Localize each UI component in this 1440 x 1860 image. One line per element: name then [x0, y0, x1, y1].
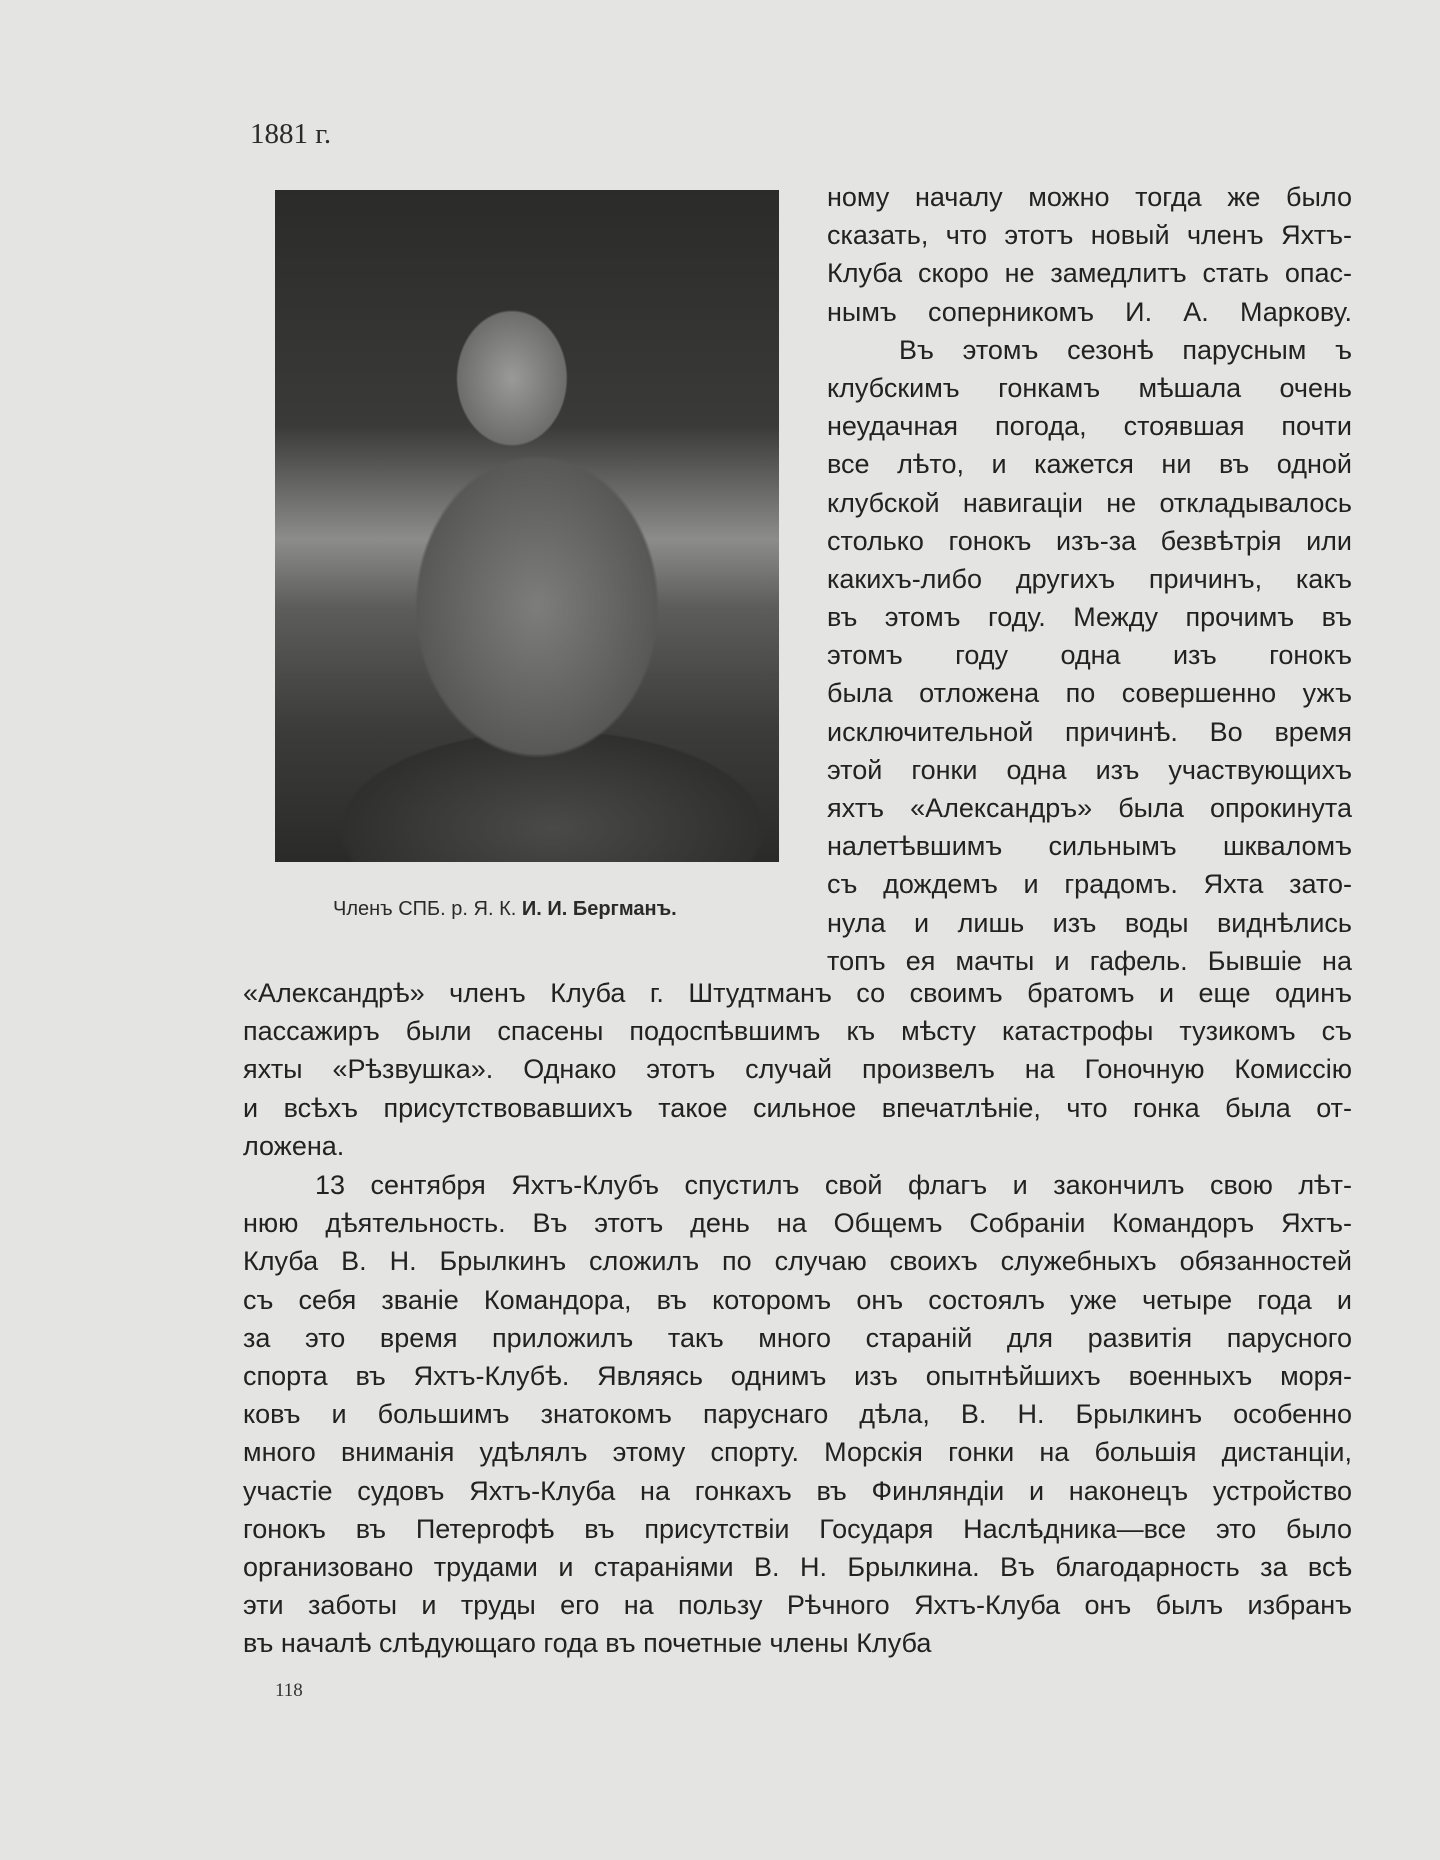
text-line: какихъ-либо другихъ причинъ, какъ — [827, 563, 1352, 594]
text-line: неудачная погода, стоявшая почти — [827, 411, 1352, 442]
text-line: топъ ея мачты и гафель. Бывшіе на — [827, 945, 1352, 976]
text-line: въ началѣ слѣдующаго года въ почетные члены Клуба — [243, 1628, 932, 1659]
text-line: 13 сентября Яхтъ-Клубъ спустилъ свой флагъ и закончилъ свою лѣт- — [315, 1170, 1352, 1200]
text-line: организовано трудами и стараніями В. Н. Брылкина. Въ благодарность за всѣ — [243, 1551, 1352, 1582]
text-line: Въ этомъ сезонѣ парусным ъ — [899, 334, 1352, 365]
running-header-year: 1881 г. — [250, 118, 332, 150]
text-line: налетѣвшимъ сильнымъ шкваломъ — [827, 831, 1352, 862]
text-line: все лѣто, и кажется ни въ одной — [827, 449, 1352, 480]
text-line: Клуба В. Н. Брылкинъ сложилъ по случаю своихъ служебныхъ обязанностей — [243, 1246, 1352, 1277]
text-line: въ этомъ году. Между прочимъ въ — [827, 602, 1352, 633]
text-line: «Александрѣ» членъ Клуба г. Штудтманъ со своимъ братомъ и еще одинъ — [243, 978, 1352, 1008]
text-line: съ себя званіе Командора, въ которомъ онъ состоялъ уже четыре года и — [243, 1284, 1352, 1315]
photo-caption — [333, 898, 677, 921]
text-line: много вниманія удѣлялъ этому спорту. Морскія гонки на большія дистанціи, — [243, 1437, 1352, 1468]
text-line: этой гонки одна изъ участвующихъ — [827, 754, 1352, 785]
text-line: клубскимъ гонкамъ мѣшала очень — [827, 372, 1352, 403]
portrait-photo — [275, 190, 779, 862]
text-line: и всѣхъ присутствовавшихъ такое сильное впечатлѣніе, что гонка была от- — [243, 1092, 1352, 1123]
full-width-paragraph-1 — [243, 974, 1352, 1165]
text-line: ложена. — [243, 1130, 345, 1161]
right-column-text — [827, 178, 1352, 980]
text-line: гонокъ въ Петергофѣ въ присутствіи Государя Наслѣдника—все это было — [243, 1513, 1352, 1544]
text-line: участіе судовъ Яхтъ-Клуба на гонкахъ въ Финляндіи и наконецъ устройство — [243, 1475, 1352, 1506]
text-line: съ дождемъ и градомъ. Яхта зато- — [827, 869, 1352, 900]
full-width-paragraph-2 — [243, 1166, 1352, 1662]
text-line: сказать, что этотъ новый членъ Яхтъ- — [827, 220, 1352, 251]
text-line: яхтъ «Александръ» была опрокинута — [827, 793, 1352, 823]
text-line: Клуба скоро не замедлитъ стать опас- — [827, 258, 1352, 289]
text-line: ному началу можно тогда же было — [827, 182, 1352, 212]
text-line: нула и лишь изъ воды виднѣлись — [827, 907, 1352, 938]
text-line: этомъ году одна изъ гонокъ — [827, 640, 1352, 671]
text-line: нымъ соперникомъ И. А. Маркову. — [827, 296, 1352, 327]
caption-prefix: Членъ СПБ. р. Я. К. — [333, 898, 517, 920]
text-line: нюю дѣятельность. Въ этотъ день на Общемъ Собраніи Командоръ Яхтъ- — [243, 1208, 1352, 1239]
text-line: была отложена по совершенно ужъ — [827, 678, 1352, 709]
text-line: пассажиръ были спасены подоспѣвшимъ къ мѣсту катастрофы тузикомъ съ — [243, 1016, 1352, 1047]
text-line: яхты «Рѣзвушка». Однако этотъ случай произвелъ на Гоночную Комиссію — [243, 1054, 1352, 1085]
text-line: клубской навигаціи не откладывалось — [827, 487, 1352, 518]
text-line: спорта въ Яхтъ-Клубѣ. Являясь однимъ изъ опытнѣйшихъ военныхъ моря- — [243, 1360, 1352, 1391]
text-line: эти заботы и труды его на пользу Рѣчного Яхтъ-Клуба онъ былъ избранъ — [243, 1590, 1352, 1621]
text-line: за это время приложилъ такъ много стараній для развитія парусного — [243, 1322, 1352, 1353]
caption-name: И. И. Бергманъ. — [521, 898, 677, 920]
page-number: 118 — [275, 1680, 303, 1701]
text-line: столько гонокъ изъ-за безвѣтрія или — [827, 525, 1352, 556]
text-line: исключительной причинѣ. Во время — [827, 716, 1352, 747]
text-line: ковъ и большимъ знатокомъ паруснаго дѣла, В. Н. Брылкинъ особенно — [243, 1399, 1352, 1430]
